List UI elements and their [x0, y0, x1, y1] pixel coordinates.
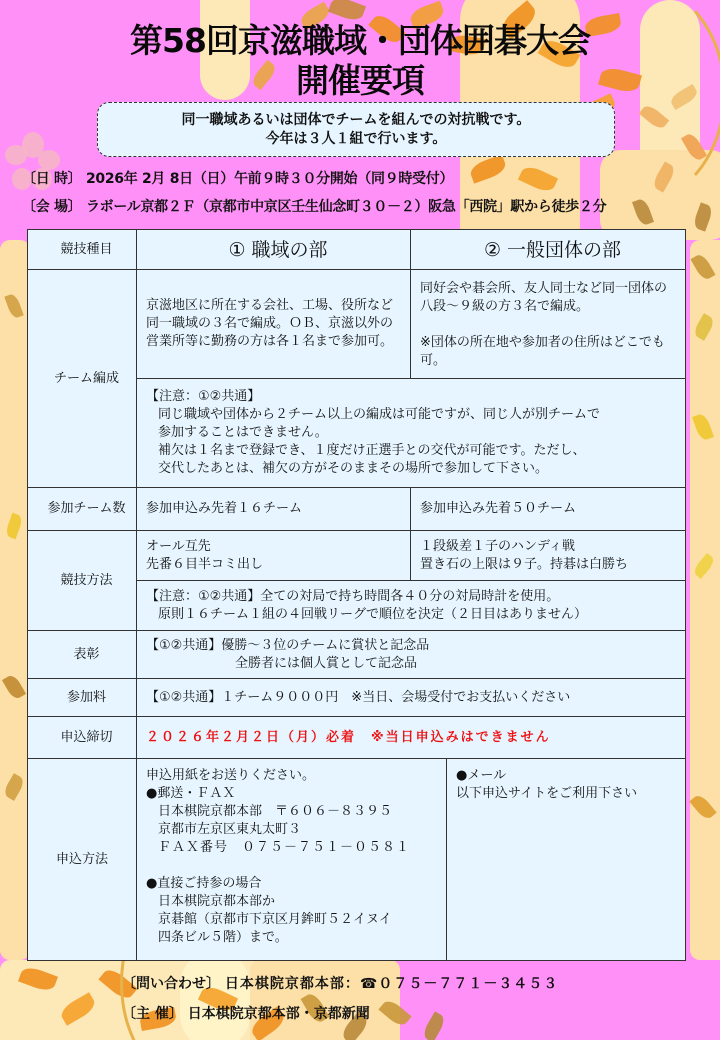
- apply-intro: 申込用紙をお送りください。: [146, 768, 316, 783]
- note-line: 参加することはできません。: [158, 425, 328, 440]
- row-label: 申込方法: [28, 759, 137, 961]
- fax-number: ＦＡＸ番号 ０７５－７５１－０５８１: [158, 840, 411, 855]
- apply-mail-title: ●郵送・ＦＡＸ: [146, 786, 236, 801]
- award-cell: [137, 631, 686, 679]
- contact-value: 日本棋院京都本部：☎０７５－７７１－３４５３: [224, 976, 559, 992]
- note-line: 原則１６チーム１組の４回戦リーグで順位を決定（２日目はありません）: [158, 606, 588, 622]
- table-row: [28, 488, 686, 531]
- table-row: [28, 679, 686, 717]
- award-line: 【①②共通】優勝～３位のチームに賞状と記念品: [146, 637, 430, 653]
- apply-email-title: ●メール: [456, 768, 507, 783]
- host-line: [122, 1003, 370, 1023]
- venue-line: [22, 196, 606, 216]
- note-line: 同じ職域や団体から２チーム以上の編成は可能ですが、同じ人が別チームで: [158, 407, 601, 422]
- method-common-note: [137, 581, 686, 631]
- division-2-header: ② 一般団体の部: [411, 230, 686, 270]
- row-label: 表彰: [28, 631, 137, 679]
- row-label: チーム編成: [28, 270, 137, 488]
- apply-line: 日本棋院京都本部 〒６０６－８３９５: [158, 804, 393, 819]
- count-division-2: 参加申込み先着５０チーム: [411, 488, 686, 531]
- method-line: 置き石の上限は９子。持碁は白勝ち: [420, 556, 629, 572]
- apply-postal-cell: [137, 759, 447, 961]
- team-common-note: [137, 379, 686, 488]
- contact-line: [122, 973, 558, 993]
- note-line: 交代したあとは、補欠の方がそのままその場所で参加して下さい。: [158, 461, 549, 476]
- apply-email-cell: [447, 759, 686, 961]
- page-subtitle: 開催要項: [296, 61, 424, 100]
- apply-line: 日本棋院京都本部か: [158, 894, 276, 909]
- apply-email-line: 以下申込サイトをご利用下さい: [456, 786, 638, 801]
- method-division-2: [411, 531, 686, 581]
- datetime-value: 2026年 2月 8日（日）午前９時３０分開始（同９時受付）: [85, 171, 454, 187]
- cream-band: [690, 240, 720, 960]
- intro-line: 今年は３人１組で行います。: [265, 130, 447, 147]
- method-line: 先番６目半コミ出し: [146, 556, 264, 572]
- application-table: [27, 758, 686, 961]
- team-division-2-note: ※団体の所在地や参加者の住所はどこでも可。: [420, 335, 665, 368]
- row-label: 競技方法: [28, 531, 137, 631]
- sakura-petal: [5, 145, 27, 165]
- table-row: [28, 631, 686, 679]
- apply-line: 京碁館（京都市下京区月鉾町５２イヌイ: [158, 912, 392, 927]
- host-label: 〔主 催〕: [122, 1006, 183, 1022]
- datetime-line: [22, 168, 453, 188]
- deadline-value: ２０２６年２月２日（月）必着 ※当日申込みはできません: [137, 717, 686, 759]
- intro-line: 同一職域あるいは団体でチームを組んでの対抗戦です。: [181, 111, 531, 128]
- cream-band: [0, 240, 30, 960]
- apply-line: 京都市左京区東丸太町３: [158, 822, 302, 837]
- apply-line: 四条ビル５階）まで。: [158, 930, 288, 945]
- team-division-2: [411, 270, 686, 379]
- note-line: 補欠は１名まで登録でき、１度だけ正選手との交代が可能です。ただし、: [158, 443, 586, 458]
- method-line: オール互先: [146, 538, 211, 554]
- host-value: 日本棋院京都本部・京都新聞: [187, 1006, 370, 1022]
- note-line: 【注意：①②共通】全ての対局で持ち時間各４０分の対局時計を使用。: [146, 588, 560, 604]
- division-1-header: ① 職域の部: [137, 230, 411, 270]
- team-division-1: 京滋地区に所在する会社、工場、役所など同一職域の３名で編成。ＯＢ、京滋以外の営業所等に勤務の方は各１名まで参加可。: [137, 270, 411, 379]
- table-row: [28, 531, 686, 581]
- intro-box: [97, 102, 615, 157]
- count-division-1: 参加申込み先着１６チーム: [137, 488, 411, 531]
- table-row: [28, 270, 686, 379]
- contact-label: 〔問い合わせ〕: [122, 976, 220, 992]
- venue-value: ラボール京都２Ｆ（京都市中京区壬生仙念町３０－２）阪急「西院」駅から徒歩２分: [85, 199, 607, 215]
- method-division-1: [137, 531, 411, 581]
- datetime-label: 〔日 時〕: [22, 171, 82, 187]
- page-title: 第58回京滋職域・団体囲碁大会: [130, 21, 590, 60]
- team-division-2-text: 同好会や碁会所、友人同士など同一団体の八段～９級の方３名で編成。: [420, 281, 668, 314]
- sakura-petal: [38, 150, 60, 170]
- method-line: １段級差１子のハンディ戦: [420, 538, 575, 554]
- guidelines-table: [27, 229, 686, 759]
- table-row: [28, 717, 686, 759]
- row-label: 参加チーム数: [28, 488, 137, 531]
- fee-value: 【①②共通】１チーム９０００円 ※当日、会場受付でお支払いください: [137, 679, 686, 717]
- leaf-shape: [421, 1011, 447, 1040]
- apply-direct-title: ●直接ご持参の場合: [146, 876, 262, 891]
- note-title: 【注意：①②共通】: [146, 389, 261, 404]
- award-line: 全勝者には個人賞として記念品: [235, 655, 418, 671]
- row-label: 申込締切: [28, 717, 137, 759]
- row-label: 参加料: [28, 679, 137, 717]
- table-row: [28, 230, 686, 270]
- table-row: [28, 759, 686, 961]
- row-label: 競技種目: [28, 230, 137, 270]
- venue-label: 〔会 場〕: [22, 199, 82, 215]
